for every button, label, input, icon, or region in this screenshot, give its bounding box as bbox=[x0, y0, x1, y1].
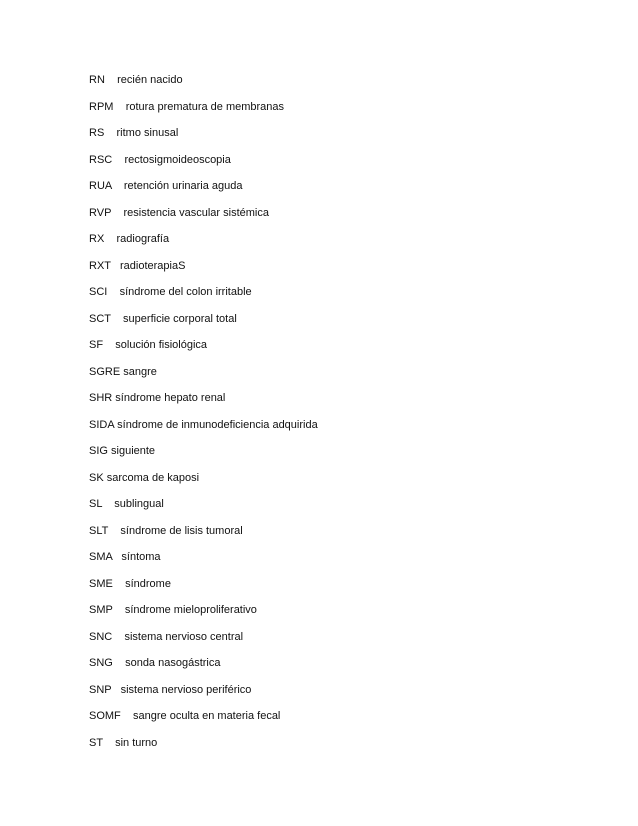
list-item bbox=[89, 337, 318, 364]
abbreviation-meaning: rotura prematura de membranas bbox=[125, 100, 285, 113]
list-item bbox=[89, 602, 318, 629]
abbreviation-meaning: sin turno bbox=[115, 736, 158, 749]
abbreviation-meaning: síndrome mieloproliferativo bbox=[124, 604, 257, 616]
spacer bbox=[113, 578, 125, 590]
abbreviation-meaning: síndrome de lisis tumoral bbox=[120, 524, 243, 537]
list-item bbox=[89, 735, 318, 762]
abbreviation-list bbox=[89, 72, 318, 761]
list-item bbox=[89, 576, 318, 603]
spacer bbox=[105, 74, 117, 86]
spacer bbox=[113, 657, 125, 669]
abbreviation-meaning: siguiente bbox=[111, 445, 156, 457]
spacer bbox=[102, 498, 114, 510]
abbreviation-meaning: sistema nervioso periférico bbox=[120, 683, 252, 696]
spacer bbox=[111, 684, 120, 696]
abbreviation: SLT bbox=[89, 524, 109, 537]
abbreviation-meaning: sublingual bbox=[114, 498, 164, 510]
abbreviation-meaning: ritmo sinusal bbox=[116, 127, 179, 139]
spacer bbox=[104, 127, 116, 139]
abbreviation: SK bbox=[89, 471, 104, 484]
spacer bbox=[103, 737, 115, 749]
spacer bbox=[103, 339, 115, 351]
list-item bbox=[89, 258, 318, 285]
spacer bbox=[112, 631, 124, 643]
list-item bbox=[89, 549, 318, 576]
list-item bbox=[89, 496, 318, 523]
abbreviation: RVP bbox=[89, 206, 112, 219]
spacer bbox=[104, 233, 116, 245]
list-item bbox=[89, 523, 318, 550]
abbreviation-meaning: radiografía bbox=[116, 233, 170, 245]
abbreviation-meaning: resistencia vascular sistémica bbox=[123, 206, 269, 219]
list-item bbox=[89, 178, 318, 205]
abbreviation: SF bbox=[89, 339, 104, 351]
abbreviation: SHR bbox=[89, 392, 113, 404]
abbreviation: SOMF bbox=[89, 710, 121, 722]
spacer bbox=[111, 207, 123, 219]
abbreviation-meaning: síntoma bbox=[121, 551, 161, 563]
abbreviation: SNC bbox=[89, 630, 113, 643]
abbreviation-meaning: retención urinaria aguda bbox=[123, 180, 243, 192]
abbreviation-meaning: superficie corporal total bbox=[123, 312, 237, 325]
list-item bbox=[89, 99, 318, 126]
list-item bbox=[89, 682, 318, 709]
spacer bbox=[113, 101, 125, 113]
abbreviation: RX bbox=[89, 233, 105, 245]
abbreviation: RUA bbox=[89, 180, 112, 192]
list-item bbox=[89, 152, 318, 179]
abbreviation: SCI bbox=[89, 286, 108, 298]
abbreviation: SMA bbox=[89, 551, 113, 563]
list-item bbox=[89, 708, 318, 735]
list-item bbox=[89, 364, 318, 391]
spacer bbox=[111, 260, 120, 272]
list-item bbox=[89, 125, 318, 152]
abbreviation-meaning: sistema nervioso central bbox=[124, 630, 244, 643]
abbreviation-meaning: rectosigmoideoscopia bbox=[124, 153, 231, 166]
abbreviation: RPM bbox=[89, 100, 114, 113]
list-item bbox=[89, 205, 318, 232]
spacer bbox=[112, 154, 124, 166]
abbreviation: RN bbox=[89, 74, 105, 86]
abbreviation-meaning: radioterapiaS bbox=[119, 259, 186, 272]
spacer bbox=[112, 180, 124, 192]
abbreviation-meaning: recién nacido bbox=[117, 74, 183, 86]
abbreviation: SIG bbox=[89, 445, 108, 457]
abbreviation: RSC bbox=[89, 153, 113, 166]
list-item bbox=[89, 311, 318, 338]
abbreviation-meaning: sarcoma de kaposi bbox=[106, 471, 200, 484]
abbreviation: SL bbox=[89, 498, 103, 510]
list-item bbox=[89, 655, 318, 682]
abbreviation-meaning: síndrome bbox=[125, 577, 171, 590]
list-item bbox=[89, 470, 318, 497]
abbreviation: RS bbox=[89, 127, 105, 139]
abbreviation-meaning: síndrome hepato renal bbox=[115, 392, 226, 404]
abbreviation-meaning: sonda nasogástrica bbox=[125, 657, 221, 669]
spacer bbox=[111, 313, 123, 325]
list-item bbox=[89, 231, 318, 258]
spacer bbox=[108, 525, 120, 537]
list-item bbox=[89, 72, 318, 99]
abbreviation: SGRE bbox=[89, 365, 121, 378]
abbreviation-meaning: síndrome del colon irritable bbox=[119, 286, 252, 298]
list-item bbox=[89, 443, 318, 470]
spacer bbox=[107, 286, 119, 298]
list-item bbox=[89, 629, 318, 656]
abbreviation: SNG bbox=[89, 657, 113, 669]
abbreviation: SMP bbox=[89, 604, 113, 616]
list-item bbox=[89, 284, 318, 311]
abbreviation: RXT bbox=[89, 259, 111, 272]
list-item bbox=[89, 417, 318, 444]
abbreviation-meaning: sangre bbox=[123, 365, 157, 378]
abbreviation-meaning: solución fisiológica bbox=[115, 339, 208, 351]
abbreviation-meaning: síndrome de inmunodeficiencia adquirida bbox=[117, 418, 318, 431]
abbreviation: SNP bbox=[89, 683, 112, 696]
list-item bbox=[89, 390, 318, 417]
abbreviation: SIDA bbox=[89, 418, 115, 431]
abbreviation: ST bbox=[89, 736, 103, 749]
abbreviation: SME bbox=[89, 577, 113, 590]
spacer bbox=[121, 710, 133, 722]
spacer bbox=[113, 604, 125, 616]
abbreviation: SCT bbox=[89, 312, 111, 325]
abbreviation-meaning: sangre oculta en materia fecal bbox=[133, 710, 281, 722]
